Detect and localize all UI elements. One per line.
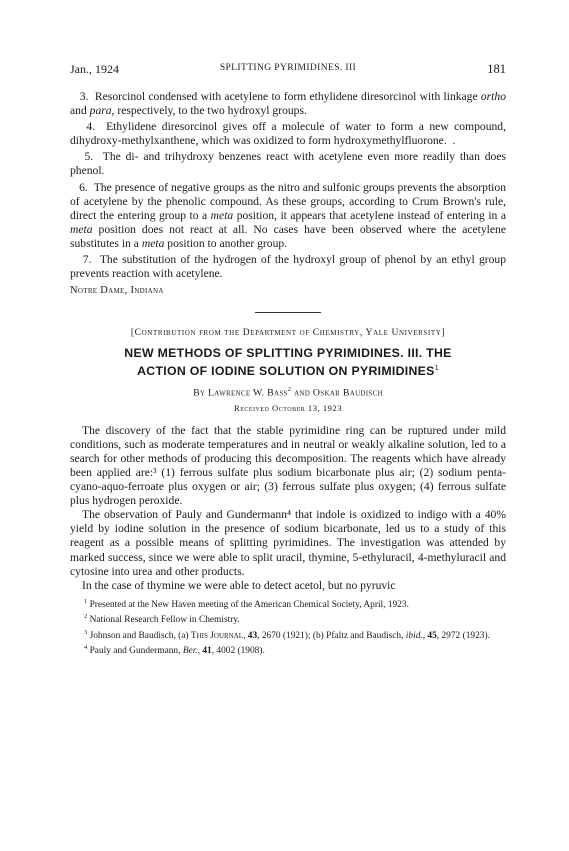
affiliation-place: Notre Dame, Indiana: [70, 285, 164, 297]
journal-page: [70, 62, 506, 658]
author-baudisch: Oskar Baudisch: [312, 387, 383, 399]
conclusion-item: 6. The presence of negative groups as the nitro and sulfonic groups prevents the absorption of acetylene by the phenolic compound. As these groups, according to Crum Brown's rule, direct the entering group to a meta position, it appears that acetylene instead of entering in a meta position does not react at all. No cases have been observed where the acetylene substitutes in a meta position to another group.: [70, 180, 506, 250]
footnote: $^4$ Pauly and Gundermann, Ber., 41, 4002 (1908).: [84, 644, 265, 657]
running-head-title: SPLITTING PYRIMIDINES. III: [219, 63, 357, 73]
conclusion-item: 3. Resorcinol condensed with acetylene to form ethylidene diresorcinol with linkage ortho and para, respectively, to the two hydroxyl groups.: [70, 90, 506, 118]
conclusions-list: [70, 90, 506, 298]
footnote: $^3$ Johnson and Baudisch, (a) This Journal, 43, 2670 (1921); (b) Pfaltz and Baudisch, ibid., 45, 2972 (1923).: [84, 628, 490, 641]
body-paragraph: The discovery of the fact that the stable pyrimidine ring can be ruptured under mild conditions, such as moderate temperatures and in neutral or weakly alkaline solution, led to a search for other methods of producing this decomposition. The reagents which have already been applied are:³ (1) ferrous sulfate plus sodium bicarbonate plus air; (2) sodium penta-cyano-aquo-ferroate plus oxygen or air; (3) ferrous sulfate plus oxygen; (4) ferrous sulfate plus hydrogen peroxide.: [70, 423, 506, 508]
contribution-line: [Contribution from the Department of Chemistry, Yale University]: [130, 327, 446, 339]
body-paragraph: In the case of thymine we were able to detect acetol, but no pyruvic: [82, 578, 396, 592]
author-bass: Lawrence W. Bass: [208, 387, 288, 399]
footnote: $^2$ National Research Fellow in Chemistry.: [84, 613, 240, 626]
footnotes: [70, 596, 506, 658]
received-date: Received October 13, 1923: [233, 402, 343, 413]
conclusion-item: 7. The substitution of the hydrogen of the hydroxyl group of phenol by an ethyl group prevents reaction with acetylene.: [70, 253, 506, 281]
title-footnote-mark: 1: [434, 365, 439, 373]
section-divider: [255, 312, 321, 313]
footnote: $^1$ Presented at the New Haven meeting of the American Chemical Society, April, 1923.: [84, 597, 409, 610]
article-title-line-1: NEW METHODS OF SPLITTING PYRIMIDINES. III. THE: [124, 346, 452, 361]
article-title-line-2: ACTION OF IODINE SOLUTION ON PYRIMIDINES: [137, 364, 435, 379]
conclusion-item: 4. Ethylidene diresorcinol gives off a molecule of water to form a new compound, dihydroxy-methylxanthene, which was oxidized to form hydroxymethylfluorone. .: [70, 120, 507, 148]
article-body: [70, 424, 506, 593]
page-number: 181: [487, 62, 506, 76]
conclusion-item: 5. The di- and trihydroxy benzenes react with acetylene even more readily than does phenol.: [70, 150, 506, 178]
running-head: [70, 62, 506, 82]
running-head-date: Jan., 1924: [70, 62, 119, 76]
body-paragraph: The observation of Pauly and Gundermann⁴ that indole is oxidized to indigo with a 40% yield by iodine solution in the presence of sodium bicarbonate, led us to a study of this reagent as a possible means of splitting pyrimidines. The investigation was attended by marked success, since we were able to split uracil, thymine, 5-ethyluracil, 4-methyluracil and cytosine into urea and other products.: [70, 508, 506, 578]
article-title: [70, 346, 506, 379]
byline: By Lawrence W. Bass$^2$ and Oskar Baudisch: [193, 386, 383, 399]
